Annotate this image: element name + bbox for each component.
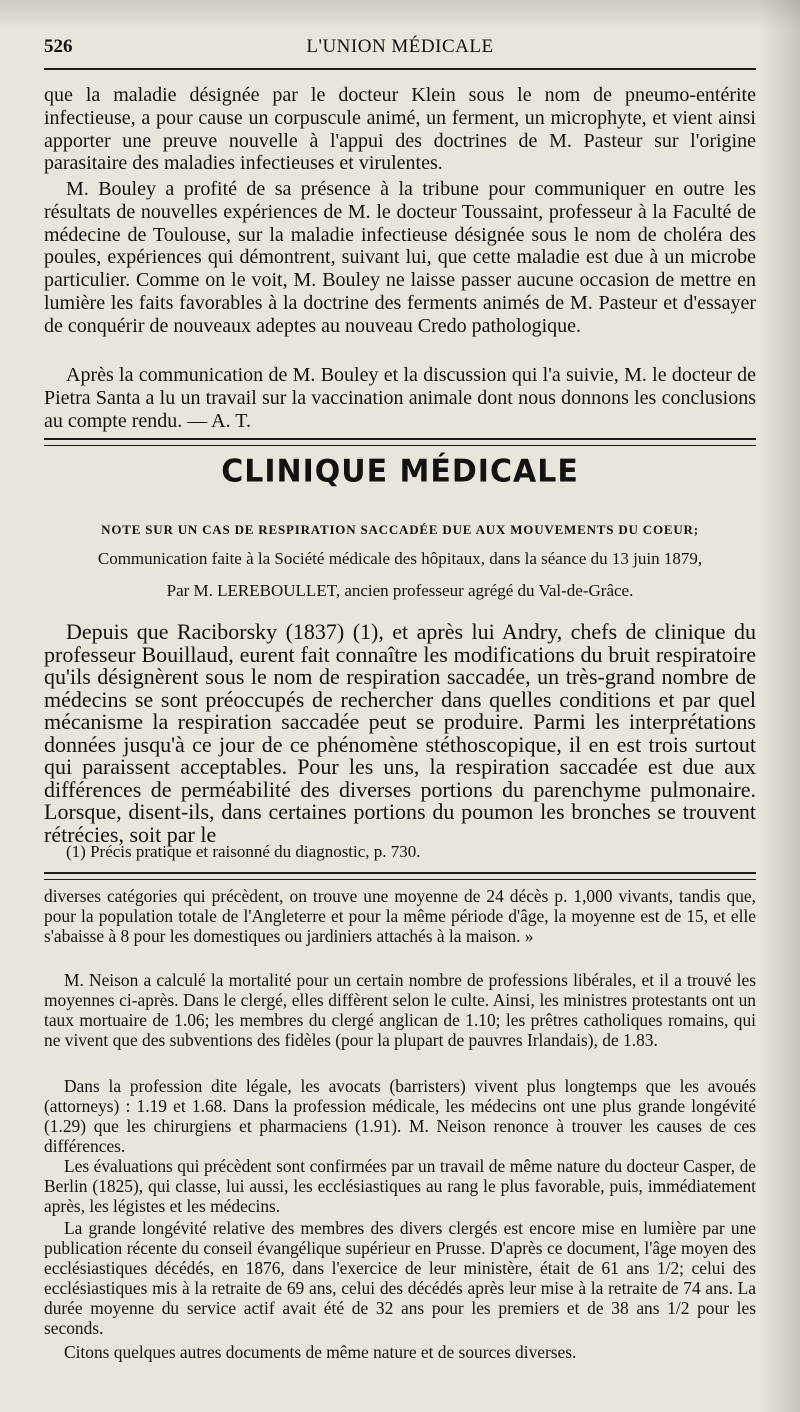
feuilleton-paragraph-2: M. Neison a calculé la mortalité pour un certain nombre de professions libérales, et il a trouvé les moyennes ci-après. Dans le clergé, elles diffèrent selon le culte. Ainsi, les ministres protestants ont un taux mortuaire de 1.06; les membres du clergé anglican de 1.10; les prêtres catholiques romains, qui ne vivent que des subventions des fidèles (pour la plupart de pauvres Irlandais), de 1.83. <box>44 970 756 1050</box>
footnote: (1) Précis pratique et raisonné du diagnostic, p. 730. <box>66 842 421 861</box>
section-divider <box>44 438 756 446</box>
header-rule <box>44 68 756 70</box>
article-title: NOTE SUR UN CAS DE RESPIRATION SACCADÉE DUE AUX MOUVEMENTS DU COEUR; <box>101 522 699 537</box>
article-body: Depuis que Raciborsky (1837) (1), et après lui Andry, chefs de clinique du professeur Bouillaud, eurent fait connaître les modifications du bruit respiratoire qu'ils désignèrent sous le nom de respiration saccadée, un très-grand nombre de médecins se sont préoccupés de rechercher dans quelles conditions et par quel mécanisme la respiration saccadée peut se produire. Parmi les interprétations données jusqu'à ce jour de ce phénomène stéthoscopique, il en est trois surtout qui paraissent acceptables. Pour les uns, la respiration saccadée est due aux différences de perméabilité des diverses portions du parenchyme pulmonaire. Lorsque, disent-ils, dans certaines portions du poumon les bronches se trouvent rétrécies, soit par le <box>44 619 756 847</box>
paragraph-3: Après la communication de M. Bouley et la discussion qui l'a suivie, M. le docteur de Pietra Santa a lu un travail sur la vaccination animale dont nous donnons les conclusions au compte rendu. — A. T. <box>44 364 756 432</box>
paragraph-2: M. Bouley a profité de sa présence à la tribune pour communiquer en outre les résultats de nouvelles expériences de M. le docteur Toussaint, professeur à la Faculté de médecine de Toulouse, sur la maladie infectieuse désignée sous le nom de choléra des poules, expériences qui démontrent, suivant lui, que cette maladie est due à un microbe particulier. Comme on le voit, M. Bouley ne laisse passer aucune occasion de mettre en lumière les faits favorables à la doctrine des ferments animés de M. Pasteur et d'essayer de conquérir de nouveaux adeptes au nouveau Credo pathologique. <box>44 178 756 337</box>
paragraph-1: que la maladie désignée par le docteur Klein sous le nom de pneumo-entérite infectieuse, a pour cause un corpuscule animé, un ferment, un microphyte, et vient ainsi apporter une preuve nouvelle à l'appui des doctrines de M. Pasteur sur l'origine parasitaire des maladies infectieuses et virulentes. <box>44 84 756 175</box>
feuilleton-paragraph-4: Les évaluations qui précèdent sont confirmées par un travail de même nature du docteur Casper, de Berlin (1825), qui classe, lui aussi, les ecclésiastiques au rang le plus favorable, puis, immédiatement après, les légistes et les médecins. <box>44 1156 756 1216</box>
feuilleton-paragraph-6: Citons quelques autres documents de même nature et de sources diverses. <box>64 1342 577 1362</box>
page-top-shadow <box>0 0 800 30</box>
author-line: Par M. LEREBOULLET, ancien professeur agrégé du Val-de-Grâce. <box>166 581 634 600</box>
communication-line: Communication faite à la Société médicale des hôpitaux, dans la séance du 13 juin 1879, <box>97 549 703 568</box>
page-binding-shadow <box>760 0 800 1412</box>
page-number: 526 <box>44 36 73 57</box>
feuilleton-paragraph-3: Dans la profession dite légale, les avocats (barristers) vivent plus longtemps que les avoués (attorneys) : 1.19 et 1.68. Dans la profession médicale, les médecins ont une plus grande longévité (1.29) que les chirurgiens et pharmaciens (1.91). M. Neison renonce à trouver les causes de ces différences. <box>44 1076 756 1156</box>
running-title: L'UNION MÉDICALE <box>306 36 494 57</box>
feuilleton-paragraph-1: diverses catégories qui précèdent, on trouve une moyenne de 24 décès p. 1,000 vivants, tandis que, pour la population totale de l'Angleterre et pour la même période d'âge, la moyenne est de 15, et elle s'abaisse à 8 pour les domestiques ou jardiniers attachés à la maison. » <box>44 886 756 946</box>
page-header <box>44 36 756 62</box>
feuilleton-divider <box>44 872 756 880</box>
section-title: CLINIQUE MÉDICALE <box>221 453 579 490</box>
feuilleton-paragraph-5: La grande longévité relative des membres des divers clergés est encore mise en lumière par une publication récente du conseil évangélique supérieur en Prusse. D'après ce document, l'âge moyen des ecclésiastiques décédés, en 1876, dans l'exercice de leur ministère, était de 61 ans 1/2; celui des ecclésiastiques mis à la retraite de 69 ans, celui des décédés après leur mise à la retraite de 74 ans. La durée moyenne du service actif avait été de 32 ans pour les premiers et de 38 ans 1/2 pour les seconds. <box>44 1218 756 1338</box>
